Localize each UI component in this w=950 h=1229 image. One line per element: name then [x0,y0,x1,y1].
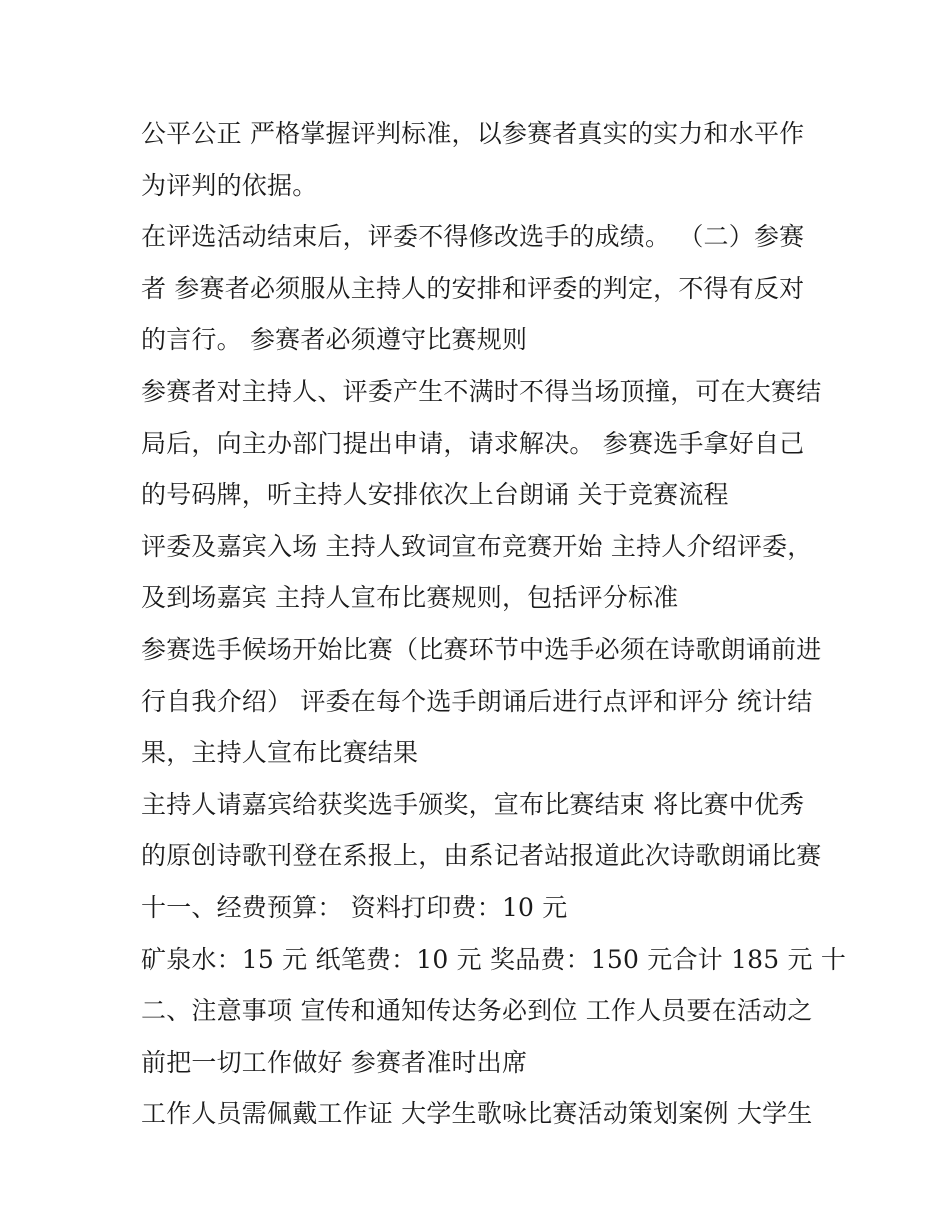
text-line: 的言行。 参赛者必须遵守比赛规则 [141,325,528,355]
text-line: 者 参赛者必须服从主持人的安排和评委的判定，不得有反对 [141,273,805,303]
text-line: 行自我介绍） 评委在每个选手朗诵后进行点评和评分 统计结 [141,686,813,716]
document-body [141,108,847,1140]
text-line: 公平公正 严格掌握评判标准，以参赛者真实的实力和水平作 [141,119,805,148]
text-line: 及到场嘉宾 主持人宣布比赛规则，包括评分标准 [141,583,679,613]
text-line: 工作人员需佩戴工作证 大学生歌咏比赛活动策划案例 大学生 [141,1099,813,1129]
text-line: 的号码牌，听主持人安排依次上台朗诵 关于竞赛流程 [141,480,729,510]
text-line: 十一、经费预算： 资料打印费：10 元 [141,892,568,922]
text-line: 局后，向主办部门提出申请，请求解决。 参赛选手拿好自己 [141,428,805,458]
text-line: 在评选活动结束后，评委不得修改选手的成绩。 （二）参赛 [141,222,805,252]
text-line: 参赛者对主持人、评委产生不满时不得当场顶撞，可在大赛结 [141,376,822,406]
text-line: 果，主持人宣布比赛结果 [141,738,419,768]
text-line: 矿泉水：15 元 纸笔费：10 元 奖品费：150 元合计 185 元 十 [141,944,847,974]
text-line: 二、注意事项 宣传和通知传达务必到位 工作人员要在活动之 [141,996,813,1026]
text-line: 主持人请嘉宾给获奖选手颁奖，宣布比赛结束 将比赛中优秀 [141,789,805,819]
text-line: 前把一切工作做好 参赛者准时出席 [141,1047,528,1077]
text-line: 参赛选手候场开始比赛（比赛环节中选手必须在诗歌朗诵前进 [141,634,822,664]
text-line: 评委及嘉宾入场 主持人致词宣布竞赛开始 主持人介绍评委， [141,531,813,561]
text-line: 的原创诗歌刊登在系报上，由系记者站报道此次诗歌朗诵比赛 [141,841,822,871]
text-line: 为评判的依据。 [141,170,318,200]
